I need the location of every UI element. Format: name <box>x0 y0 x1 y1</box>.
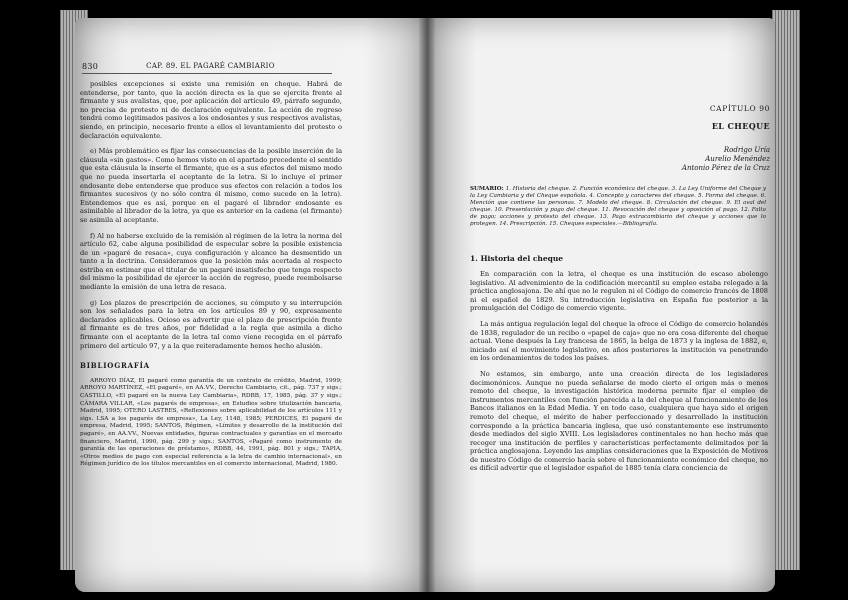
author: Aurelio Menéndez <box>705 155 770 163</box>
chapter-title: EL CHEQUE <box>711 121 770 131</box>
right-body-text <box>470 270 768 480</box>
bibliography-heading: BIBLIOGRAFÍA <box>80 361 150 371</box>
running-head-title: CAP. 89. EL PAGARÉ CAMBIARIO <box>146 62 275 70</box>
summary-label: SUMARIO: <box>470 186 504 192</box>
chapter-label: CAPÍTULO 90 <box>709 104 770 113</box>
paragraph: La más antigua regulación legal del cheque la ofrece el Código de comercio holandés de 1838, regulador de un recibo o «papel de caja» que no era cosa diferente del cheque actual. Viene después la Ley francesa de 1865, la belga de 1873 y la inglesa de 1882, e, iniciado así el movimiento legislativo, en años posteriores la institución va penetrando en los ordenamientos de todos los países. <box>470 319 768 363</box>
page-number: 830 <box>82 62 99 71</box>
left-body-text <box>80 80 342 476</box>
book-gutter <box>419 18 435 592</box>
chapter-header <box>620 104 770 131</box>
chapter-authors <box>600 146 770 173</box>
chapter-summary <box>470 186 766 229</box>
paragraph: e) Más problemático es fijar las consecuencias de la posible inserción de la cláusula «sin gastos». Como hemos visto en el apartado precedente el sentido que esta cláusula la inserte el firmante, que es a sus efectos del mismo modo que no pueda insertarla el aceptante de la letra. Si lo incluye el primer endosante debe entenderse que produce sus efectos con relación a todos los firmantes sucesivos (y no sólo contra él mismo, como sucede en la letra). Entendemos que es así, porque en el pagaré el librador endosante es asimilable al librador de la letra, ya que es anterior en la cadena (el firmante) se asimila al aceptante. <box>80 147 342 224</box>
author: Antonio Pérez de la Cruz <box>681 164 770 172</box>
author: Rodrigo Uría <box>723 146 770 154</box>
paragraph: g) Los plazos de prescripción de acciones, su cómputo y su interrupción son los señalados para la letra en los artículos 89 y 90, expresamente declarados aplicables. Ocioso es advertir que el plazo de prescripción frente al firmante es de tres años, por fidelidad a la regla que asimila a dicho firmante con el aceptante de la letra tal como viene recogida en el párrafo primero del artículo 97, y a la que reiteradamente hemos hecho alusión. <box>80 298 342 350</box>
paragraph: En comparación con la letra, el cheque es una institución de escaso abolengo legislativo. Al advenimiento de la codificación mercantil su empleo estaba relegado a la práctica anglosajona. De ahí que no le regulen ni el Código de comercio francés de 1808 ni el español de 1829. Su introducción legislativa en España fue posterior a la promulgación del Código de comercio vigente. <box>470 270 768 313</box>
paragraph: posibles excepciones si existe una remisión en cheque. Habrá de entenderse, por tanto, que la acción directa es la que se ejercita frente al firmante y sus avalistas, que, por aplicación del artículo 49, párrafo segundo, no precisa de protesto ni de declaración equivalente. La acción de regreso tendrá como legitimados pasivos a los endosantes y sus respectivos avalistas, siendo, en principio, necesario frente a ellos el levantamiento del protesto o declaración equivalente. <box>80 80 342 140</box>
paragraph: f) Al no haberse excluido de la remisión al régimen de la letra la norma del artículo 62, cabe alguna posibilidad de especular sobre la posible existencia de un «pagaré de resaca», cuya configuración y alcance ha desmentido un tanto a la doctrina. Consideramos que la posición más acertada al respecto estriba en estimar que el titular de un pagaré insatisfecho que tenga respecto del mismo la posibilidad de ejercer la acción de regreso, puede reembolsarse mediante la emisión de una letra de resaca. <box>80 231 342 292</box>
paragraph: No estamos, sin embargo, ante una creación directa de los legisladores decimonónicos. Aunque no pueda señalarse de modo cierto el origen más o menos remoto del cheque, la investigación histórica moderna permite fijar el empleo de instrumentos mercantiles con función parecida a la del cheque al funcionamiento de los Bancos italianos en la Edad Media. Y en todo caso, cualquiera que haya sido el origen remoto del cheque, el mérito de haber perfeccionado y desarrollado la institución corresponde a la práctica bancaria inglesa, que usó constantemente ese instrumento desde mediados del siglo XVIII. Los legisladores continentales no han hecho más que recoger una institución de perfiles y características perfectamente delimitados por la práctica anglosajona. Leyendo las amplias consideraciones que la Exposición de Motivos de nuestro Código de comercio hacía sobre el funcionamiento económico del cheque, no es difícil advertir que el legislador español de 1885 tenía clara conciencia de <box>470 369 768 473</box>
section-heading: 1. Historia del cheque <box>470 254 564 263</box>
summary-text: 1. Historia del cheque. 2. Función económica del cheque. 3. La Ley Uniforme del Cheque y la Ley Cambiaria y del Cheque española. 4. Concepto y caracteres del cheque. 5. Forma del cheque. 6. Mención que contiene las personas. 7. Modelo del cheque. 8. Circulación del cheque. 9. El aval del cheque. 10. Presentación y pago del cheque. 11. Revocación del cheque y oposición al pago. 12. Falta de pago; acciones y protesto del cheque. 13. Pago extracambiario del cheque y acciones que lo protegen. 14. Prescripción. 15. Cheques especiales.—Bibliografía. <box>470 186 766 228</box>
bibliography-text: ARROYO DÍAZ, El pagaré como garantía de un contrato de crédito, Madrid, 1999; ARROYO MARTÍNEZ, «El pagaré», en AA.VV., Derecho Cambiario, cit., pág. 737 y sigs.; CASTILLO, «El pagaré en la nueva Ley Cambiaria», RDBB, 17, 1985, pág. 37 y sigs.; CÁMARA VILLAR, «Los pagarés de empresa», en Estudios sobre titulización bancaria, Madrid, 1995; OTERO LASTRES, «Reflexiones sobre aplicabilidad de los artículos 111 y sigs. LSA a los pagarés de empresa», La Ley, 1148, 1985; PERDICES, El pagaré de empresa, Madrid, 1995; SANTOS, Régimen, «Límites y desarrollo de la institución del pagaré», en AA.VV., Nuevas entidades, figuras contractuales y garantías en el mercado financiero, Madrid, 1990, pág. 299 y sigs.; SANTOS, «Pagaré como instrumento de garantía de las operaciones de préstamo», RDBB, 44, 1991, pág. 801 y sigs.; TAPIA, «Otros medios de pago con especial referencia a la letra de cambio internacional», en Régimen jurídico de los títulos mercantiles en el comercio internacional, Madrid, 1980. <box>80 377 342 468</box>
page-edges-right <box>772 10 800 570</box>
running-head <box>82 62 332 74</box>
